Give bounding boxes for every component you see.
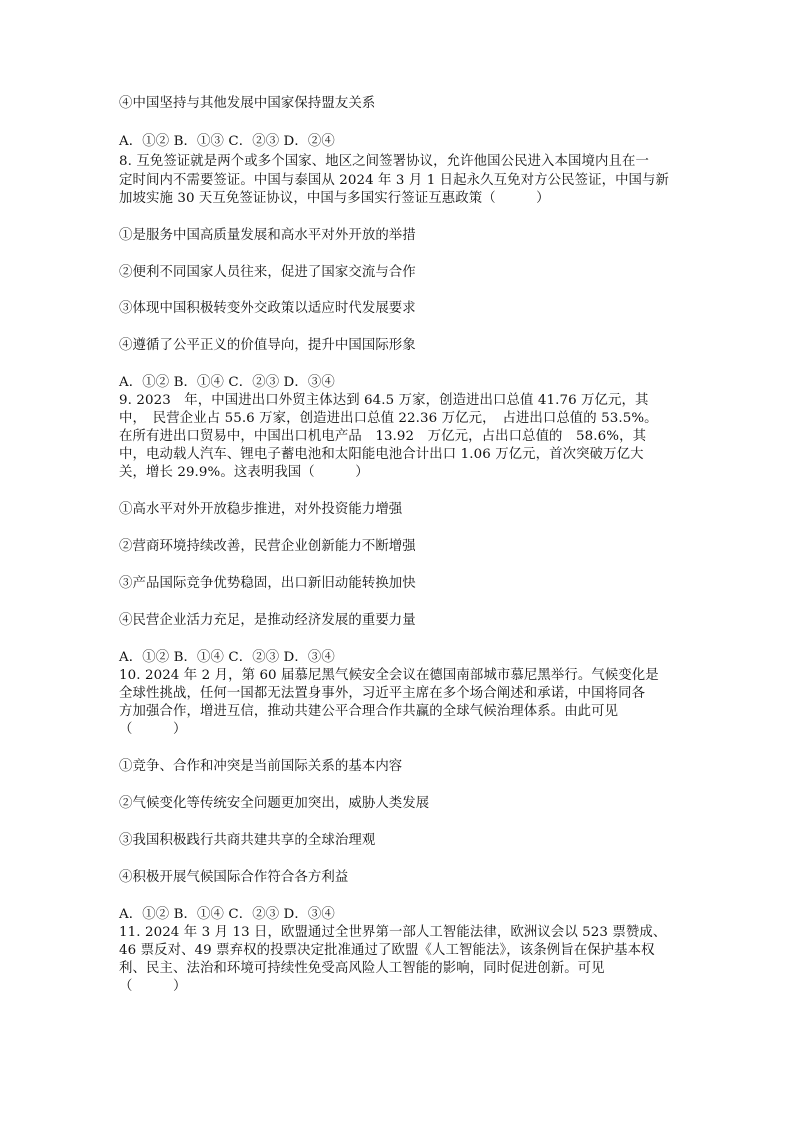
q10-option-1: ①竞争、合作和冲突是当前国际关系的基本内容 bbox=[119, 759, 403, 774]
q8-stem-line-1: 8. 互免签证就是两个或多个国家、地区之间签署协议，允许他国公民进入本国境内且在一 bbox=[119, 154, 649, 169]
q9-answer-choices: A．①② B．①④ C．②③ D．③④ bbox=[119, 650, 335, 665]
q10-answer-choices: A．①② B．①④ C．②③ D．③④ bbox=[119, 907, 335, 922]
q9-option-3: ③产品国际竞争优势稳固，出口新旧动能转换加快 bbox=[119, 576, 416, 591]
q11-stem-line-4: （ ） bbox=[119, 979, 187, 994]
q10-stem-line-2: 全球性挑战，任何一国都无法置身事外，习近平主席在多个场合阐述和承诺，中国将同各 bbox=[119, 686, 646, 701]
q7-answer-choices: A．①② B．①③ C．②③ D．②④ bbox=[119, 134, 335, 149]
q8-answer-choices: A．①② B．①④ C．②③ D．③④ bbox=[119, 375, 335, 390]
q9-option-1: ①高水平对外开放稳步推进，对外投资能力增强 bbox=[119, 502, 403, 517]
q9-stem-line-5: 关，增长 29.9%。这表明我国（ ） bbox=[119, 465, 369, 480]
q10-option-3: ③我国积极践行共商共建共享的全球治理观 bbox=[119, 833, 376, 848]
q9-stem-line-4: 中，电动载人汽车、锂电子蓄电池和太阳能电池合计出口 1.06 万亿元，首次突破万亿大 bbox=[119, 447, 644, 462]
q7-option-4: ④中国坚持与其他发展中国家保持盟友关系 bbox=[119, 96, 376, 111]
q11-stem-line-1: 11. 2024 年 3 月 13 日，欧盟通过全世界第一部人工智能法律，欧洲议会以 523 票赞成、 bbox=[119, 925, 667, 940]
q10-stem-line-1: 10. 2024 年 2 月，第 60 届慕尼黑气候安全会议在德国南部城市慕尼黑举行。气候变化是 bbox=[119, 668, 659, 683]
q10-stem-line-4: （ ） bbox=[119, 722, 187, 737]
q11-stem-line-3: 利、民主、法治和环境可持续性免受高风险人工智能的影响，同时促进创新。可见 bbox=[119, 961, 605, 976]
q8-option-3: ③体现中国积极转变外交政策以适应时代发展要求 bbox=[119, 301, 416, 316]
q8-stem-line-3: 加坡实施 30 天互免签证协议，中国与多国实行签证互惠政策（ ） bbox=[119, 191, 550, 206]
q10-option-2: ②气候变化等传统安全问题更加突出，威胁人类发展 bbox=[119, 796, 430, 811]
q8-option-1: ①是服务中国高质量发展和高水平对外开放的举措 bbox=[119, 228, 416, 243]
q9-option-2: ②营商环境持续改善，民营企业创新能力不断增强 bbox=[119, 539, 416, 554]
q8-option-4: ④遵循了公平正义的价值导向，提升中国国际形象 bbox=[119, 338, 416, 353]
q8-option-2: ②便利不同国家人员往来，促进了国家交流与合作 bbox=[119, 265, 416, 280]
q11-stem-line-2: 46 票反对、49 票弃权的投票决定批准通过了欧盟《人工智能法》，该条例旨在保护基本权 bbox=[119, 943, 655, 958]
q9-stem-line-3: 在所有进出口贸易中，中国出口机电产品 13.92 万亿元，占出口总值的 58.6%，其 bbox=[119, 429, 647, 444]
q10-stem-line-3: 方加强合作，增进互信，推动共建公平合理合作共赢的全球气候治理体系。由此可见 bbox=[119, 704, 619, 719]
q8-stem-line-2: 定时间内不需要签证。中国与泰国从 2024 年 3 月 1 日起永久互免对方公民签证，中国与新 bbox=[119, 173, 670, 188]
q9-stem-line-2: 中， 民营企业占 55.6 万家，创造进出口总值 22.36 万亿元， 占进出口总值的 53.5%。 bbox=[119, 411, 658, 426]
q9-option-4: ④民营企业活力充足，是推动经济发展的重要力量 bbox=[119, 613, 416, 628]
q9-stem-line-1: 9. 2023 年，中国进出口外贸主体达到 64.5 万家，创造进出口总值 41.76 万亿元，其 bbox=[119, 393, 649, 408]
q10-option-4: ④积极开展气候国际合作符合各方利益 bbox=[119, 870, 349, 885]
